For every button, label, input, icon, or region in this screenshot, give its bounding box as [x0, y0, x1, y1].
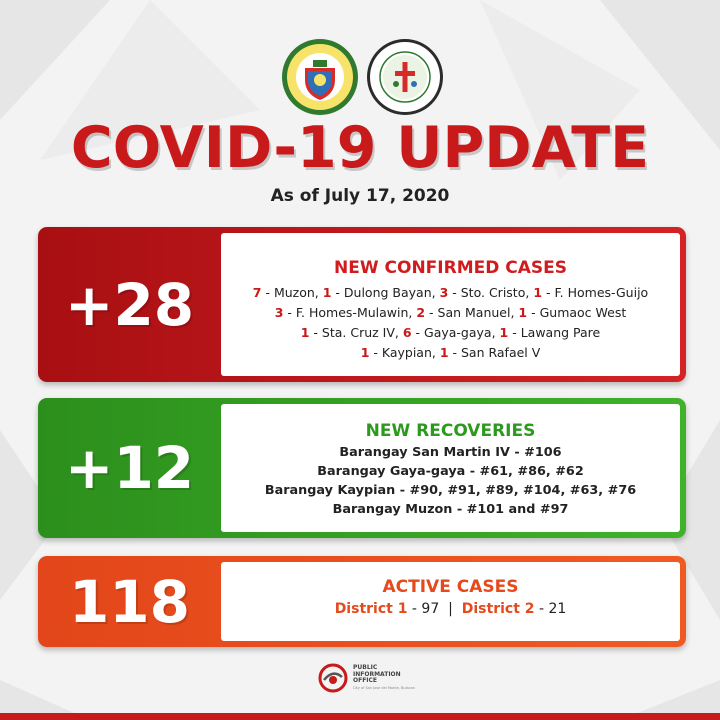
active-cases-card [38, 556, 686, 647]
barangay-name: - Lawang Pare [508, 325, 601, 340]
case-count: 1 [518, 305, 528, 320]
new-confirmed-cases-card [38, 227, 686, 382]
as-of-date: As of July 17, 2020 [270, 186, 450, 206]
case-count: 7 [252, 285, 262, 300]
confirmed-count: +28 [64, 270, 195, 339]
pio-line3: OFFICE [353, 677, 378, 684]
public-information-office-logo [318, 663, 415, 693]
active-panel [221, 562, 680, 641]
active-districts [221, 599, 680, 619]
confirmed-heading: NEW CONFIRMED CASES [334, 258, 567, 278]
confirmed-list [221, 283, 680, 363]
case-count: 3 [439, 285, 449, 300]
barangay-name: - F. Homes-Mulawin, [283, 305, 417, 320]
case-count: 1 [439, 345, 449, 360]
pio-line1: PUBLIC [353, 664, 378, 671]
recoveries-list [221, 443, 680, 519]
confirmed-panel [221, 233, 680, 376]
pio-line2: INFORMATION [353, 670, 401, 678]
confirmed-line [221, 343, 680, 363]
barangay-name: - Gumaoc West [527, 305, 627, 320]
bottom-accent-bar [0, 713, 720, 720]
case-count: 1 [499, 325, 509, 340]
district2-label: District 2 [461, 601, 535, 617]
active-count: 118 [68, 567, 191, 636]
barangay-name: - Gaya-gaya, [411, 325, 500, 340]
pio-tagline: City of San Jose del Monte, Bulacan [353, 685, 416, 690]
recovery-line: Barangay San Martin IV - #106 [339, 445, 562, 460]
page-title: COVID-19 UPDATE [70, 115, 650, 181]
recoveries-panel [221, 404, 680, 532]
barangay-name: - San Manuel, [425, 305, 519, 320]
district-separator: | [448, 601, 453, 617]
confirmed-line [221, 303, 680, 323]
case-count: 1 [300, 325, 310, 340]
confirmed-line [221, 283, 680, 303]
district1-label: District 1 [334, 601, 408, 617]
barangay-name: - Sta. Cruz IV, [309, 325, 403, 340]
active-heading: ACTIVE CASES [382, 577, 519, 597]
barangay-name: - F. Homes-Guijo [542, 285, 649, 300]
barangay-name: - Sto. Cristo, [448, 285, 534, 300]
recovery-line: Barangay Kaypian - #90, #91, #89, #104, #63, #76 [264, 483, 637, 498]
case-count: 3 [274, 305, 284, 320]
barangay-name: - San Rafael V [448, 345, 541, 360]
district1-value: - 97 [411, 601, 440, 617]
barangay-name: - Kaypian, [369, 345, 440, 360]
case-count: 1 [322, 285, 332, 300]
city-health-office-seal-logo [366, 38, 444, 116]
barangay-name: - Dulong Bayan, [331, 285, 440, 300]
recoveries-heading: NEW RECOVERIES [365, 421, 536, 441]
pio-swirl-icon [318, 663, 348, 693]
new-recoveries-card [38, 398, 686, 538]
case-count: 1 [360, 345, 370, 360]
recovery-line: Barangay Gaya-gaya - #61, #86, #62 [317, 464, 584, 479]
district2-value: - 21 [538, 601, 567, 617]
recovery-line: Barangay Muzon - #101 and #97 [332, 502, 569, 517]
barangay-name: - Muzon, [261, 285, 323, 300]
case-count: 2 [416, 305, 426, 320]
recoveries-count: +12 [64, 434, 195, 502]
confirmed-line [221, 323, 680, 343]
san-jose-del-monte-seal-logo [281, 38, 359, 116]
case-count: 6 [402, 325, 412, 340]
case-count: 1 [533, 285, 543, 300]
